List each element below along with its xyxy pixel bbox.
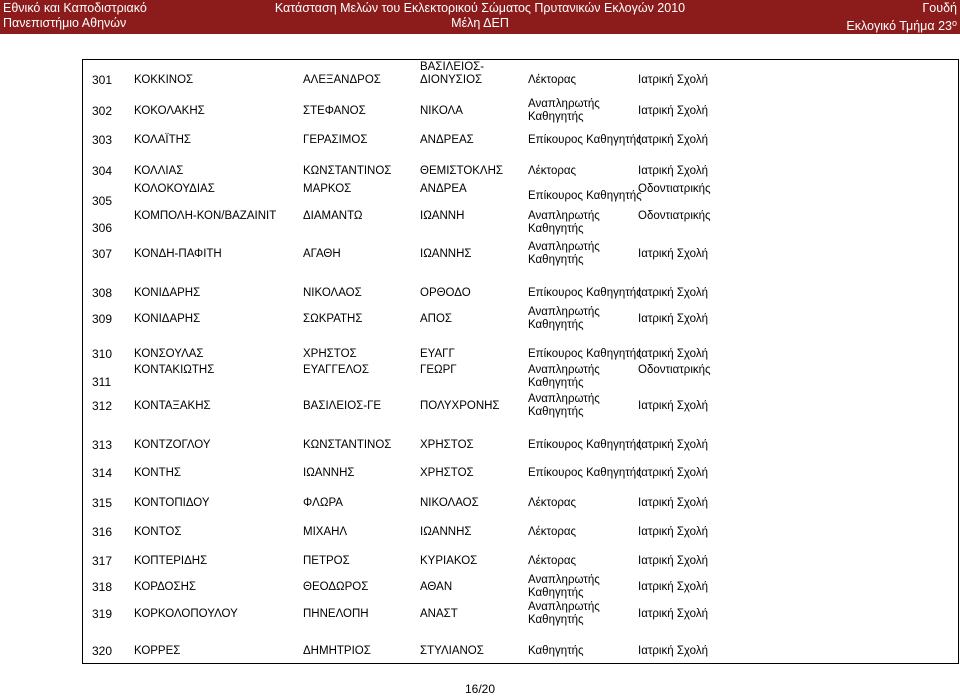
surname-cell: ΚΟΡΡΕΣ (134, 645, 181, 657)
row-number: 303 (92, 133, 113, 147)
table-row (88, 574, 948, 602)
school-cell: Οδοντιατρικής (638, 364, 711, 376)
table-row (88, 490, 948, 518)
father-name-cell: ΑΘΑΝ (420, 581, 453, 593)
table-row (88, 638, 948, 666)
first-name-cell: ΜΙΧΑΗΛ (303, 526, 348, 538)
row-number: 308 (92, 286, 113, 300)
surname-cell: ΚΟΝΤΑΞΑΚΗΣ (134, 400, 211, 412)
rank-cell: Αναπληρωτής (528, 574, 600, 586)
title-line1: Κατάσταση Μελών του Εκλεκτορικού Σώματος Πρυτανικών Εκλογών 2010 (274, 1, 686, 15)
surname-cell: ΚΟΚΚΙΝΟΣ (134, 74, 194, 86)
surname-cell: ΚΟΝΤΟΠΙΔΟΥ (134, 497, 210, 509)
ordinal-suffix: ο (951, 18, 957, 28)
school-cell: Οδοντιατρικής (638, 210, 711, 222)
surname-cell: ΚΟΝΙΔΑΡΗΣ (134, 313, 201, 325)
row-number: 310 (92, 347, 113, 361)
surname-cell: ΚΟΛΛΙΑΣ (134, 165, 184, 177)
table-row (88, 601, 948, 629)
row-number: 318 (92, 580, 113, 594)
school-cell: Ιατρική Σχολή (638, 248, 708, 260)
father-name-cell: ΙΩΑΝΝΗ (420, 210, 465, 222)
school-cell: Ιατρική Σχολή (638, 555, 708, 567)
row-number: 312 (92, 399, 113, 413)
father-name-cell: ΠΟΛΥΧΡΟΝΗΣ (420, 400, 500, 412)
row-number: 309 (92, 312, 113, 326)
father-name-cell: ΑΝΔΡΕΑΣ (420, 134, 474, 146)
rank-cell: Αναπληρωτής (528, 210, 600, 222)
school-cell: Ιατρική Σχολή (638, 439, 708, 451)
school-cell: Οδοντιατρικής (638, 183, 711, 195)
father-name-cell: ΧΡΗΣΤΟΣ (420, 439, 474, 451)
table-row (88, 519, 948, 547)
surname-cell: ΚΟΝΤΖΟΓΛΟΥ (134, 439, 211, 451)
first-name-cell: ΣΩΚΡΑΤΗΣ (303, 313, 363, 325)
surname-cell: ΚΟΝΤΟΣ (134, 526, 182, 538)
first-name-cell: ΚΩΝΣΤΑΝΤΙΝΟΣ (303, 439, 392, 451)
first-name-cell: ΧΡΗΣΤΟΣ (303, 348, 357, 360)
university-line2: Πανεπιστήμιο Αθηνών (3, 16, 127, 30)
table-row (88, 460, 948, 488)
first-name-cell: ΠΕΤΡΟΣ (303, 555, 350, 567)
rank-cell: Επίκουρος Καθηγητής (528, 348, 642, 360)
table-row (88, 306, 948, 334)
first-name-cell: ΚΩΝΣΤΑΝΤΙΝΟΣ (303, 165, 392, 177)
table-row (88, 393, 948, 421)
table-row (88, 241, 948, 269)
first-name-cell: ΘΕΟΔΩΡΟΣ (303, 581, 369, 593)
first-name-cell: ΜΑΡΚΟΣ (303, 183, 352, 195)
rank-cell: Αναπληρωτής (528, 393, 600, 405)
rank-cell-line2: Καθηγητής (528, 223, 584, 235)
first-name-cell: ΝΙΚΟΛΑΟΣ (303, 287, 362, 299)
surname-cell: ΚΟΝΣΟΥΛΑΣ (134, 348, 204, 360)
surname-cell: ΚΟΝΤΗΣ (134, 467, 182, 479)
rank-cell: Επίκουρος Καθηγητής (528, 467, 642, 479)
rank-cell: Επίκουρος Καθηγητής (528, 439, 642, 451)
school-cell: Ιατρική Σχολή (638, 287, 708, 299)
school-cell: Ιατρική Σχολή (638, 497, 708, 509)
father-name-cell: ΝΙΚΟΛΑΟΣ (420, 497, 479, 509)
rank-cell: Λέκτορας (528, 526, 577, 538)
first-name-cell: ΕΥΑΓΓΕΛΟΣ (303, 364, 369, 376)
first-name-cell: ΓΕΡΑΣΙΜΟΣ (303, 134, 368, 146)
first-name-cell: ΙΩΑΝΝΗΣ (303, 467, 355, 479)
first-name-cell: ΠΗΝΕΛΟΠΗ (303, 608, 369, 620)
electoral-section-label: Εκλογικό Τμήμα 23 (846, 19, 952, 33)
father-name-cell: ΙΩΑΝΝΗΣ (420, 526, 472, 538)
father-name-cell: ΟΡΘΟΔΟ (420, 287, 471, 299)
table-row (88, 61, 948, 95)
table-row (88, 432, 948, 460)
school-cell: Ιατρική Σχολή (638, 105, 708, 117)
title-line2: Μέλη ΔΕΠ (451, 16, 509, 30)
first-name-cell: ΦΛΩΡΑ (303, 497, 343, 509)
school-cell: Ιατρική Σχολή (638, 165, 708, 177)
row-number: 304 (92, 164, 113, 178)
rank-cell-line2: Καθηγητής (528, 614, 584, 626)
father-name-cell: ΘΕΜΙΣΤΟΚΛΗΣ (420, 165, 504, 177)
rank-cell: Αναπληρωτής (528, 306, 600, 318)
first-name-cell: ΣΤΕΦΑΝΟΣ (303, 105, 366, 117)
rank-cell-line2: Καθηγητής (528, 587, 584, 599)
table-row (88, 158, 948, 186)
first-name-cell: ΑΓΑΘΗ (303, 248, 341, 260)
surname-cell: ΚΟΛΟΚΟΥΔΙΑΣ (134, 183, 215, 195)
father-name-cell: ΕΥΑΓΓ (420, 348, 455, 360)
surname-cell: ΚΟΡΚΟΛΟΠΟΥΛΟΥ (134, 608, 238, 620)
rank-cell: Επίκουρος Καθηγητής (528, 287, 642, 299)
first-name-cell: ΔΗΜΗΤΡΙΟΣ (303, 645, 371, 657)
page-number: 16/20 (464, 682, 496, 696)
table-row (88, 280, 948, 308)
school-cell: Ιατρική Σχολή (638, 467, 708, 479)
row-number: 313 (92, 438, 113, 452)
rank-cell: Αναπληρωτής (528, 364, 600, 376)
rank-cell: Επίκουρος Καθηγητής (528, 190, 642, 202)
rank-cell: Λέκτορας (528, 497, 577, 509)
row-number: 307 (92, 247, 113, 261)
school-cell: Ιατρική Σχολή (638, 608, 708, 620)
row-number: 311 (92, 375, 112, 389)
father-name-cell: ΒΑΣΙΛΕΙΟΣ- (420, 61, 485, 73)
school-cell: Ιατρική Σχολή (638, 581, 708, 593)
father-name-cell: ΙΩΑΝΝΗΣ (420, 248, 472, 260)
father-name-cell: ΧΡΗΣΤΟΣ (420, 467, 474, 479)
row-number: 305 (92, 194, 113, 208)
rank-cell: Λέκτορας (528, 165, 577, 177)
school-cell: Ιατρική Σχολή (638, 526, 708, 538)
location-name: Γουδή (922, 1, 957, 15)
rank-cell: Λέκτορας (528, 74, 577, 86)
school-cell: Ιατρική Σχολή (638, 645, 708, 657)
surname-cell: ΚΟΝΙΔΑΡΗΣ (134, 287, 201, 299)
first-name-cell: ΑΛΕΞΑΝΔΡΟΣ (303, 74, 381, 86)
rank-cell: Αναπληρωτής (528, 98, 600, 110)
rank-cell-line2: Καθηγητής (528, 406, 584, 418)
father-name-cell: ΑΠΟΣ (420, 313, 453, 325)
rank-cell: Επίκουρος Καθηγητής (528, 134, 642, 146)
first-name-cell: ΔΙΑΜΑΝΤΩ (303, 210, 363, 222)
table-row (88, 210, 948, 238)
row-number: 315 (92, 496, 113, 510)
school-cell: Ιατρική Σχολή (638, 313, 708, 325)
rank-cell: Αναπληρωτής (528, 601, 600, 613)
row-number: 302 (92, 104, 113, 118)
row-number: 306 (92, 221, 113, 235)
rank-cell: Λέκτορας (528, 555, 577, 567)
surname-cell: ΚΟΡΔΟΣΗΣ (134, 581, 196, 593)
row-number: 319 (92, 607, 113, 621)
rank-cell-line2: Καθηγητής (528, 319, 584, 331)
surname-cell: ΚΟΝΔΗ-ΠΑΦΙΤΗ (134, 248, 222, 260)
father-name-cell: ΓΕΩΡΓ (420, 364, 457, 376)
school-cell: Ιατρική Σχολή (638, 400, 708, 412)
school-cell: Ιατρική Σχολή (638, 348, 708, 360)
row-number: 301 (92, 73, 113, 87)
table-row (88, 364, 948, 392)
surname-cell: ΚΟΛΑΪΤΗΣ (134, 134, 192, 146)
first-name-cell: ΒΑΣΙΛΕΙΟΣ-ΓΕ (303, 400, 382, 412)
rank-cell: Καθηγητής (528, 645, 584, 657)
father-name-cell: ΝΙΚΟΛΑ (420, 105, 463, 117)
father-name-cell: ΑΝΑΣΤ (420, 608, 458, 620)
row-number: 317 (92, 554, 113, 568)
table-row (88, 98, 948, 126)
rank-cell: Αναπληρωτής (528, 241, 600, 253)
table-row (88, 548, 948, 576)
table-row (88, 183, 948, 211)
father-name-cell: ΣΤΥΛΙΑΝΟΣ (420, 645, 484, 657)
university-line1: Εθνικό και Καποδιστριακό (3, 1, 147, 15)
row-number: 316 (92, 525, 113, 539)
surname-cell: ΚΟΝΤΑΚΙΩΤΗΣ (134, 364, 215, 376)
surname-cell: ΚΟΚΟΛΑΚΗΣ (134, 105, 205, 117)
rank-cell-line2: Καθηγητής (528, 254, 584, 266)
row-number: 320 (92, 644, 113, 658)
rank-cell-line2: Καθηγητής (528, 111, 584, 123)
surname-cell: ΚΟΠΤΕΡΙΔΗΣ (134, 555, 208, 567)
table-row (88, 127, 948, 155)
school-cell: Ιατρική Σχολή (638, 134, 708, 146)
father-name-cell: ΑΝΔΡΕΑ (420, 183, 467, 195)
father-name-cell-line2: ΔΙΟΝΥΣΙΟΣ (420, 74, 483, 86)
school-cell: Ιατρική Σχολή (638, 74, 708, 86)
rank-cell-line2: Καθηγητής (528, 377, 584, 389)
father-name-cell: ΚΥΡΙΑΚΟΣ (420, 555, 478, 567)
surname-cell: ΚΟΜΠΟΛΗ-ΚΟΝ/ΒΑΖΑΙΝΙΤ (134, 210, 277, 222)
row-number: 314 (92, 466, 113, 480)
